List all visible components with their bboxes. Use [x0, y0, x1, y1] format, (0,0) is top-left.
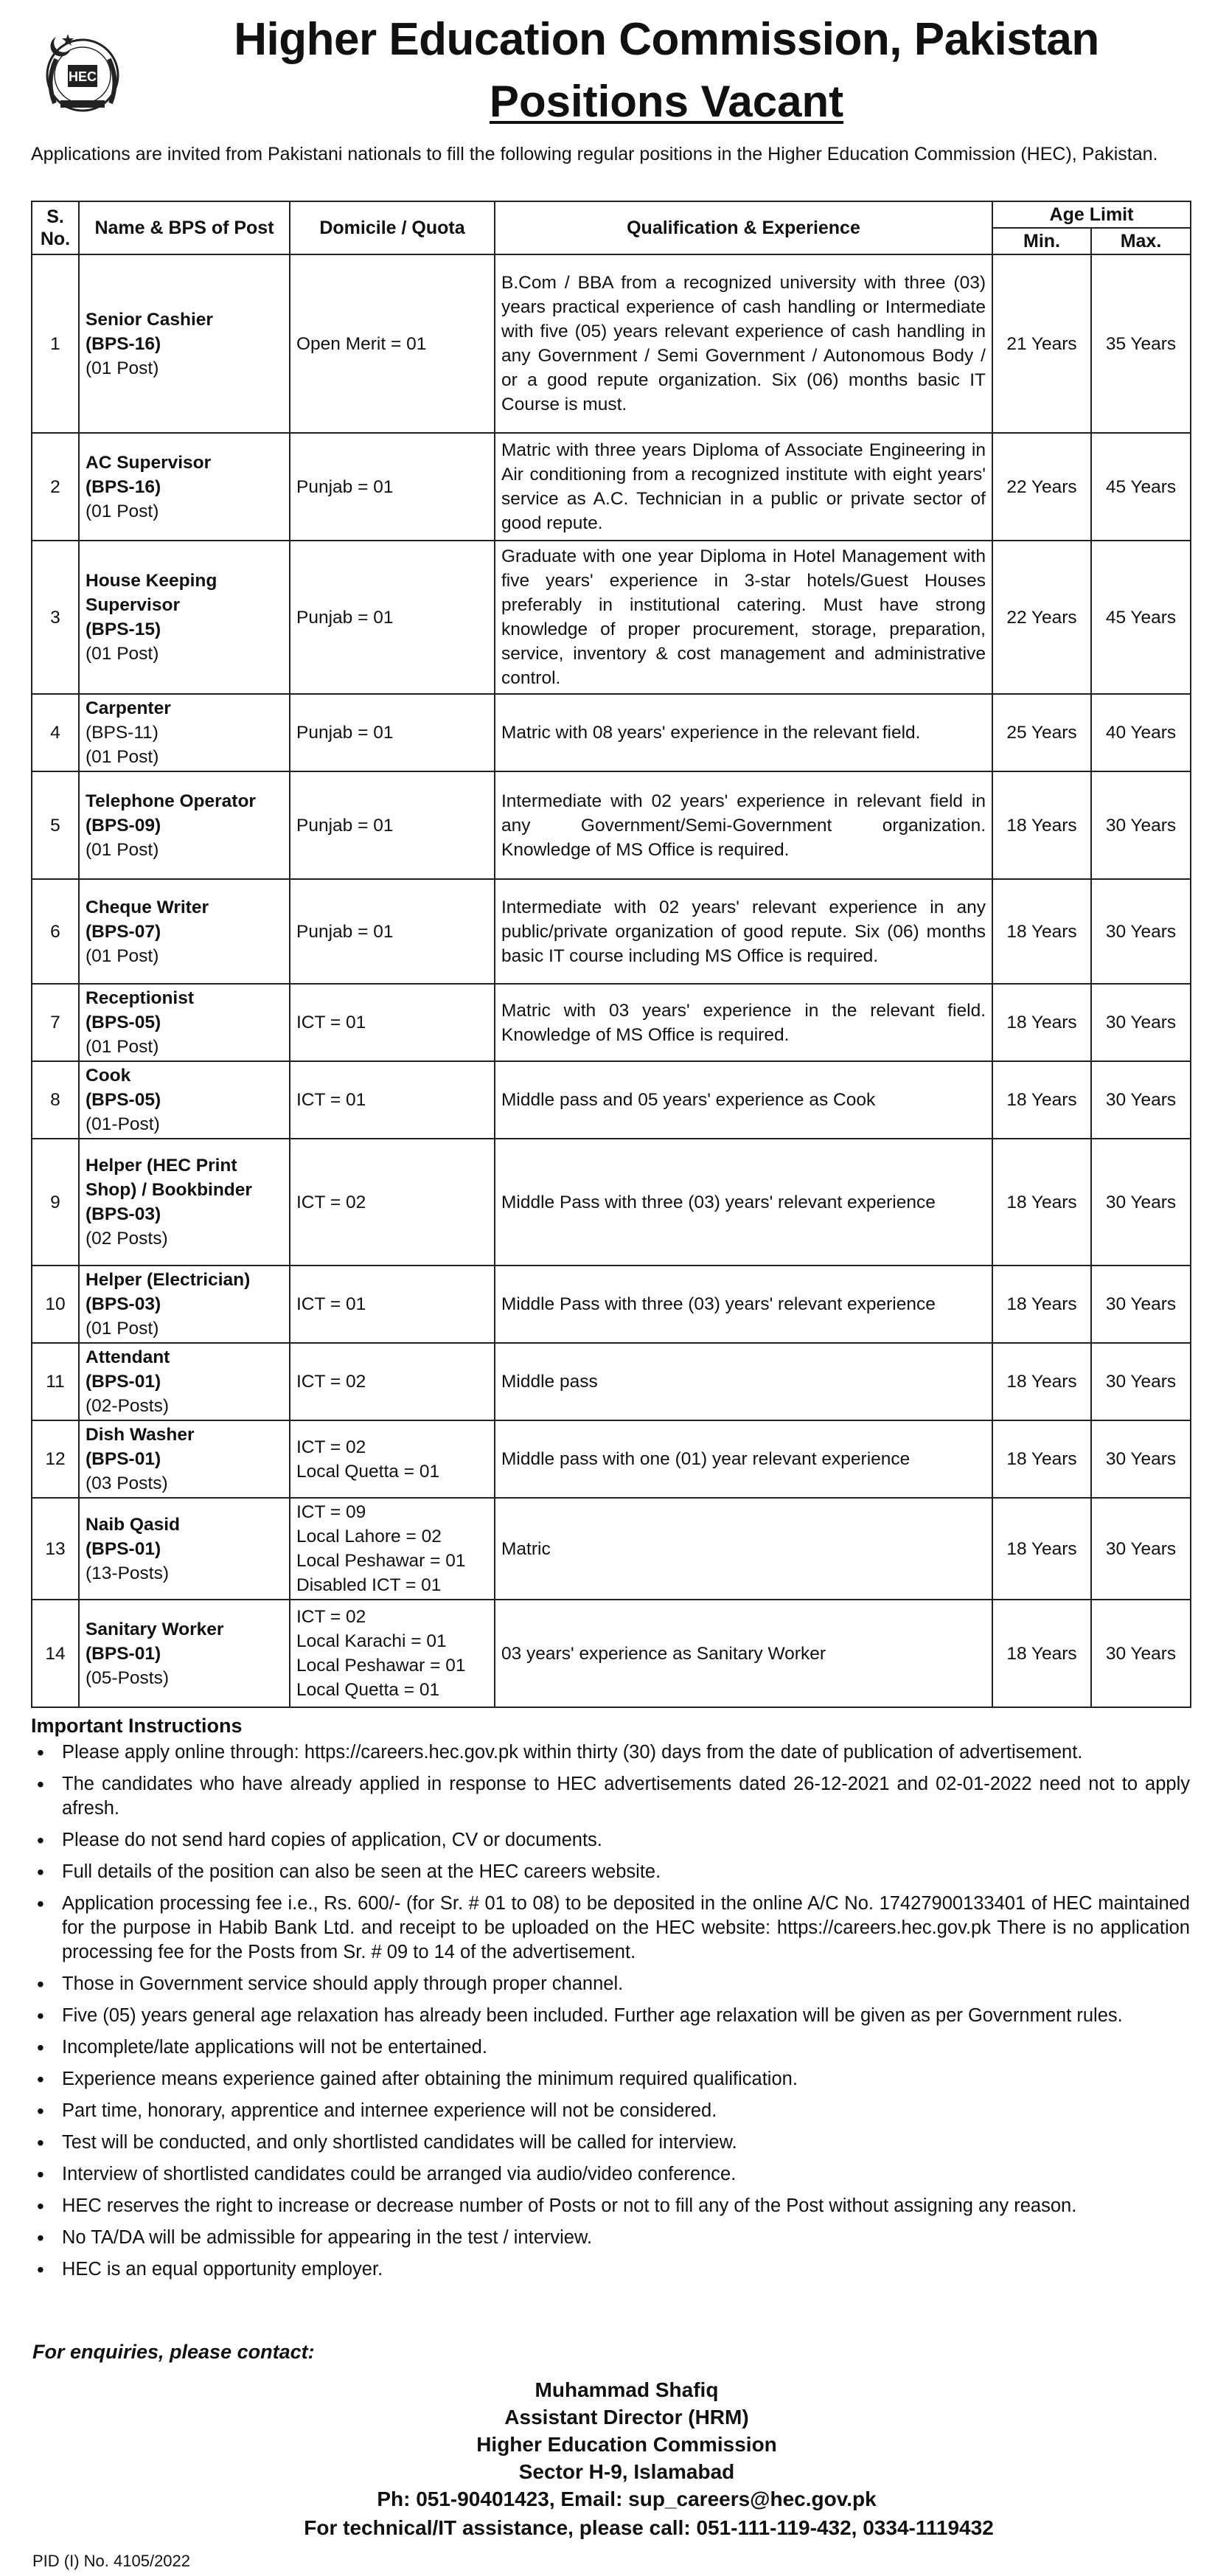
instruction-item: • No TA/DA will be admissible for appearing in the test / interview. [31, 2226, 1190, 2250]
cell-qualification: Middle Pass with three (03) years' relevant experience [495, 1139, 992, 1266]
post-title: AC Supervisor [86, 452, 212, 473]
cell-sno: 9 [32, 1139, 79, 1266]
instruction-item: • Incomplete/late applications will not be entertained. [31, 2035, 1190, 2060]
instruction-item: • Those in Government service should apply through proper channel. [31, 1972, 1190, 1996]
header-qualification: Qualification & Experience [495, 201, 992, 254]
post-bps: (BPS-16) [86, 333, 161, 354]
post-bps: (BPS-16) [86, 476, 161, 497]
cell-age-max: 30 Years [1091, 1061, 1191, 1139]
domicile-line: Punjab = 01 [296, 607, 394, 628]
cell-domicile [290, 984, 495, 1061]
domicile-line: ICT = 01 [296, 1013, 366, 1032]
cell-sno: 8 [32, 1061, 79, 1139]
table-row [32, 433, 1191, 541]
table-row [32, 1600, 1191, 1707]
post-title: Carpenter [86, 698, 171, 718]
cell-age-min: 18 Years [992, 1343, 1091, 1420]
domicile-line: Local Lahore = 02 [296, 1527, 442, 1546]
cell-age-max: 30 Years [1091, 1266, 1191, 1343]
cell-qualification: Intermediate with 02 years' experience in relevant field in any Government/Semi-Government organization. Knowledge of MS Office is required. [495, 771, 992, 879]
header-min: Min. [992, 228, 1091, 254]
table-row [32, 694, 1191, 771]
contact-org: Higher Education Commission [476, 2433, 777, 2456]
post-count: (13-Posts) [86, 1563, 170, 1583]
cell-age-max: 30 Years [1091, 984, 1191, 1061]
cell-age-min: 18 Years [992, 984, 1091, 1061]
cell-sno: 11 [32, 1343, 79, 1420]
cell-age-max: 30 Years [1091, 1139, 1191, 1266]
table-row [32, 1498, 1191, 1600]
cell-qualification: Graduate with one year Diploma in Hotel Management with five years' experience in 3-star hotels/Guest Houses preferably in institutional catering. Must have strong knowledge of proper procurement, storage, preparation, service, inventory & cost management and administrative control. [495, 541, 992, 694]
cell-post-name [79, 1139, 290, 1266]
cell-age-max: 30 Years [1091, 1600, 1191, 1707]
header-sno: S. No. [32, 201, 79, 254]
cell-post-name [79, 1343, 290, 1420]
cell-sno: 2 [32, 433, 79, 541]
table-row [32, 254, 1191, 433]
cell-domicile [290, 1061, 495, 1139]
cell-domicile [290, 1139, 495, 1266]
page-title: Higher Education Commission, Pakistan [234, 14, 1099, 65]
cell-domicile [290, 433, 495, 541]
cell-qualification: Middle Pass with three (03) years' relevant experience [495, 1266, 992, 1343]
cell-post-name [79, 879, 290, 984]
post-count: (01 Post) [86, 945, 159, 966]
domicile-line: ICT = 01 [296, 1294, 366, 1314]
instruction-item: • Test will be conducted, and only shortlisted candidates will be called for interview. [31, 2131, 1190, 2155]
post-title: Sanitary Worker [86, 1619, 224, 1639]
header-name: Name & BPS of Post [79, 201, 290, 254]
domicile-line: Open Merit = 01 [296, 333, 427, 354]
intro-text: Applications are invited from Pakistani nationals to fill the following regular positions in the Higher Education Commission (HEC), Pakistan. [31, 144, 1158, 164]
post-bps: (BPS-03) [86, 1204, 161, 1224]
post-bps: (BPS-07) [86, 921, 161, 942]
instruction-item: • Part time, honorary, apprentice and internee experience will not be considered. [31, 2099, 1190, 2123]
table-row [32, 771, 1191, 879]
post-title: Senior Cashier [86, 309, 213, 330]
instruction-item: • Experience means experience gained after obtaining the minimum required qualification. [31, 2067, 1190, 2091]
cell-age-min: 18 Years [992, 1139, 1091, 1266]
instruction-item: • Five (05) years general age relaxation has already been included. Further age relaxation will be given as per Government rules. [31, 2004, 1190, 2028]
domicile-line: ICT = 01 [296, 1090, 366, 1110]
cell-age-min: 18 Years [992, 1061, 1091, 1139]
post-bps: (BPS-03) [86, 1294, 161, 1314]
domicile-line: Local Karachi = 01 [296, 1631, 447, 1651]
page-subtitle: Positions Vacant [489, 77, 844, 126]
table-row [32, 541, 1191, 694]
post-title: Cheque Writer [86, 897, 209, 917]
instructions-list [31, 1740, 1190, 2282]
cell-post-name [79, 694, 290, 771]
cell-sno: 3 [32, 541, 79, 694]
post-bps: (BPS-09) [86, 815, 161, 836]
cell-age-min: 21 Years [992, 254, 1091, 433]
cell-post-name [79, 1420, 290, 1498]
hec-logo [38, 29, 127, 118]
cell-domicile [290, 771, 495, 879]
instructions-heading: Important Instructions [31, 1715, 243, 1737]
table-row [32, 984, 1191, 1061]
cell-age-max: 30 Years [1091, 771, 1191, 879]
cell-post-name [79, 771, 290, 879]
table-row [32, 879, 1191, 984]
domicile-line: Disabled ICT = 01 [296, 1575, 442, 1595]
cell-sno: 14 [32, 1600, 79, 1707]
positions-table [31, 201, 1191, 1708]
contact-name: Muhammad Shafiq [535, 2378, 719, 2401]
post-title: Telephone Operator [86, 791, 256, 811]
cell-domicile [290, 1266, 495, 1343]
cell-sno: 6 [32, 879, 79, 984]
contact-address: Sector H-9, Islamabad [518, 2460, 735, 2483]
cell-age-max: 30 Years [1091, 1498, 1191, 1600]
logo-text: HEC [68, 69, 97, 84]
post-bps: (BPS-05) [86, 1090, 161, 1110]
cell-age-max: 30 Years [1091, 1343, 1191, 1420]
instruction-item: • The candidates who have already applied in response to HEC advertisements dated 26-12-2021 and 02-01-2022 need not to apply afresh. [31, 1772, 1190, 1821]
post-bps: (BPS-01) [86, 1538, 161, 1559]
cell-age-min: 22 Years [992, 541, 1091, 694]
tech-assistance: For technical/IT assistance, please call: 051-111-119-432, 0334-1119432 [304, 2516, 994, 2539]
post-count: (01 Post) [86, 1037, 159, 1057]
domicile-line: ICT = 02 [296, 1607, 366, 1627]
post-count: (02 Posts) [86, 1229, 168, 1249]
cell-age-min: 18 Years [992, 1420, 1091, 1498]
post-title: Receptionist [86, 988, 195, 1008]
cell-domicile [290, 1600, 495, 1707]
domicile-line: Punjab = 01 [296, 815, 394, 836]
cell-age-min: 18 Years [992, 1498, 1091, 1600]
cell-qualification: Matric [495, 1498, 992, 1600]
cell-sno: 10 [32, 1266, 79, 1343]
cell-age-max: 45 Years [1091, 541, 1191, 694]
pid-number: PID (I) No. 4105/2022 [32, 2552, 191, 2570]
cell-post-name [79, 541, 290, 694]
cell-qualification: Matric with three years Diploma of Associate Engineering in Air conditioning from a recognized institute with eight years' service as A.C. Technician in a public or private sector of good repute. [495, 433, 992, 541]
cell-age-max: 30 Years [1091, 879, 1191, 984]
instruction-item: • Interview of shortlisted candidates could be arranged via audio/video conference. [31, 2162, 1190, 2187]
post-count: (01 Post) [86, 1319, 159, 1339]
domicile-line: Punjab = 01 [296, 476, 394, 497]
post-count: (01 Post) [86, 839, 159, 860]
table-row [32, 1139, 1191, 1266]
cell-qualification: Intermediate with 02 years' relevant experience in any public/private organization of good repute. Six (06) months basic IT course including MS Office is required. [495, 879, 992, 984]
cell-qualification: Middle pass and 05 years' experience as Cook [495, 1061, 992, 1139]
cell-age-min: 18 Years [992, 1600, 1091, 1707]
cell-sno: 7 [32, 984, 79, 1061]
cell-qualification: Middle pass with one (01) year relevant experience [495, 1420, 992, 1498]
post-bps: (BPS-11) [86, 723, 159, 743]
contact-phone-email: Ph: 051-90401423, Email: sup_careers@hec.gov.pk [377, 2488, 877, 2510]
cell-age-min: 18 Years [992, 1266, 1091, 1343]
instruction-item: • HEC is an equal opportunity employer. [31, 2257, 1190, 2282]
header-domicile: Domicile / Quota [290, 201, 495, 254]
post-count: (01 Post) [86, 501, 159, 521]
cell-post-name [79, 1061, 290, 1139]
cell-age-min: 18 Years [992, 879, 1091, 984]
cell-qualification: Matric with 08 years' experience in the relevant field. [495, 694, 992, 771]
post-bps: (BPS-01) [86, 1372, 161, 1392]
domicile-line: ICT = 02 [296, 1437, 366, 1457]
post-bps: (BPS-05) [86, 1013, 161, 1032]
cell-age-max: 30 Years [1091, 1420, 1191, 1498]
table-row [32, 1061, 1191, 1139]
post-count: (03 Posts) [86, 1473, 168, 1493]
cell-domicile [290, 254, 495, 433]
header-age-limit: Age Limit [992, 201, 1191, 228]
cell-post-name [79, 1600, 290, 1707]
instruction-item: • Please do not send hard copies of application, CV or documents. [31, 1828, 1190, 1853]
post-title: Helper (HEC Print Shop) / Bookbinder [86, 1156, 252, 1200]
domicile-line: ICT = 02 [296, 1372, 366, 1392]
cell-post-name [79, 984, 290, 1061]
cell-domicile [290, 1343, 495, 1420]
domicile-line: Punjab = 01 [296, 723, 394, 743]
post-count: (05-Posts) [86, 1667, 170, 1688]
domicile-line: Local Quetta = 01 [296, 1680, 440, 1700]
cell-sno: 12 [32, 1420, 79, 1498]
post-count: (01 Post) [86, 747, 159, 767]
post-title: Dish Washer [86, 1425, 195, 1445]
enquiries-heading: For enquiries, please contact: [32, 2341, 315, 2363]
instruction-item: • Full details of the position can also be seen at the HEC careers website. [31, 1860, 1190, 1884]
post-count: (02-Posts) [86, 1396, 170, 1416]
table-row [32, 1343, 1191, 1420]
cell-post-name [79, 254, 290, 433]
post-title: House Keeping Supervisor [86, 571, 217, 615]
table-row [32, 1266, 1191, 1343]
cell-qualification: Matric with 03 years' experience in the relevant field. Knowledge of MS Office is required. [495, 984, 992, 1061]
cell-qualification: B.Com / BBA from a recognized university with three (03) years practical experience of cash handling or Intermediate with five (05) years relevant experience of cash handling in any Government / Semi Government / Autonomous Body / or a good repute organization. Six (06) months basic IT Course is must. [495, 254, 992, 433]
cell-domicile [290, 694, 495, 771]
domicile-line: ICT = 09 [296, 1502, 366, 1522]
header-max: Max. [1091, 228, 1191, 254]
post-title: Naib Qasid [86, 1514, 180, 1535]
cell-post-name [79, 1266, 290, 1343]
instructions-section [31, 1714, 1190, 2289]
contact-block [295, 2376, 958, 2513]
cell-age-min: 22 Years [992, 433, 1091, 541]
cell-post-name [79, 433, 290, 541]
cell-sno: 1 [32, 254, 79, 433]
post-count: (01 Post) [86, 358, 159, 378]
post-bps: (BPS-15) [86, 619, 161, 639]
cell-age-min: 25 Years [992, 694, 1091, 771]
domicile-line: ICT = 02 [296, 1192, 366, 1212]
domicile-line: Local Quetta = 01 [296, 1461, 440, 1482]
cell-sno: 4 [32, 694, 79, 771]
cell-qualification: 03 years' experience as Sanitary Worker [495, 1600, 992, 1707]
instruction-item: • HEC reserves the right to increase or decrease number of Posts or not to fill any of the Post without assigning any reason. [31, 2194, 1190, 2218]
domicile-line: Local Peshawar = 01 [296, 1551, 466, 1571]
cell-domicile [290, 879, 495, 984]
cell-domicile [290, 1420, 495, 1498]
post-bps: (BPS-01) [86, 1643, 161, 1664]
post-title: Helper (Electrician) [86, 1270, 251, 1290]
cell-domicile [290, 1498, 495, 1600]
cell-qualification: Middle pass [495, 1343, 992, 1420]
contact-designation: Assistant Director (HRM) [504, 2406, 749, 2429]
domicile-line: Punjab = 01 [296, 921, 394, 942]
post-title: Attendant [86, 1347, 170, 1367]
post-count: (01 Post) [86, 644, 159, 664]
cell-domicile [290, 541, 495, 694]
cell-age-max: 35 Years [1091, 254, 1191, 433]
cell-post-name [79, 1498, 290, 1600]
instruction-item: • Application processing fee i.e., Rs. 600/- (for Sr. # 01 to 08) to be deposited in the online A/C No. 17427900133401 of HEC maintained for the purpose in Habib Bank Ltd. and receipt to be uploaded on the HEC website: https://careers.hec.gov.pk There is no application processing fee for the Posts from Sr. # 09 to 14 of the advertisement. [31, 1892, 1190, 1965]
post-count: (01-Post) [86, 1114, 160, 1134]
cell-sno: 5 [32, 771, 79, 879]
cell-sno: 13 [32, 1498, 79, 1600]
cell-age-max: 45 Years [1091, 433, 1191, 541]
table-row [32, 1420, 1191, 1498]
instruction-item: • Please apply online through: https://careers.hec.gov.pk within thirty (30) days from the date of publication of advertisement. [31, 1740, 1190, 1765]
cell-age-min: 18 Years [992, 771, 1091, 879]
post-title: Cook [86, 1066, 131, 1086]
post-bps: (BPS-01) [86, 1449, 161, 1469]
cell-age-max: 40 Years [1091, 694, 1191, 771]
domicile-line: Local Peshawar = 01 [296, 1656, 466, 1676]
